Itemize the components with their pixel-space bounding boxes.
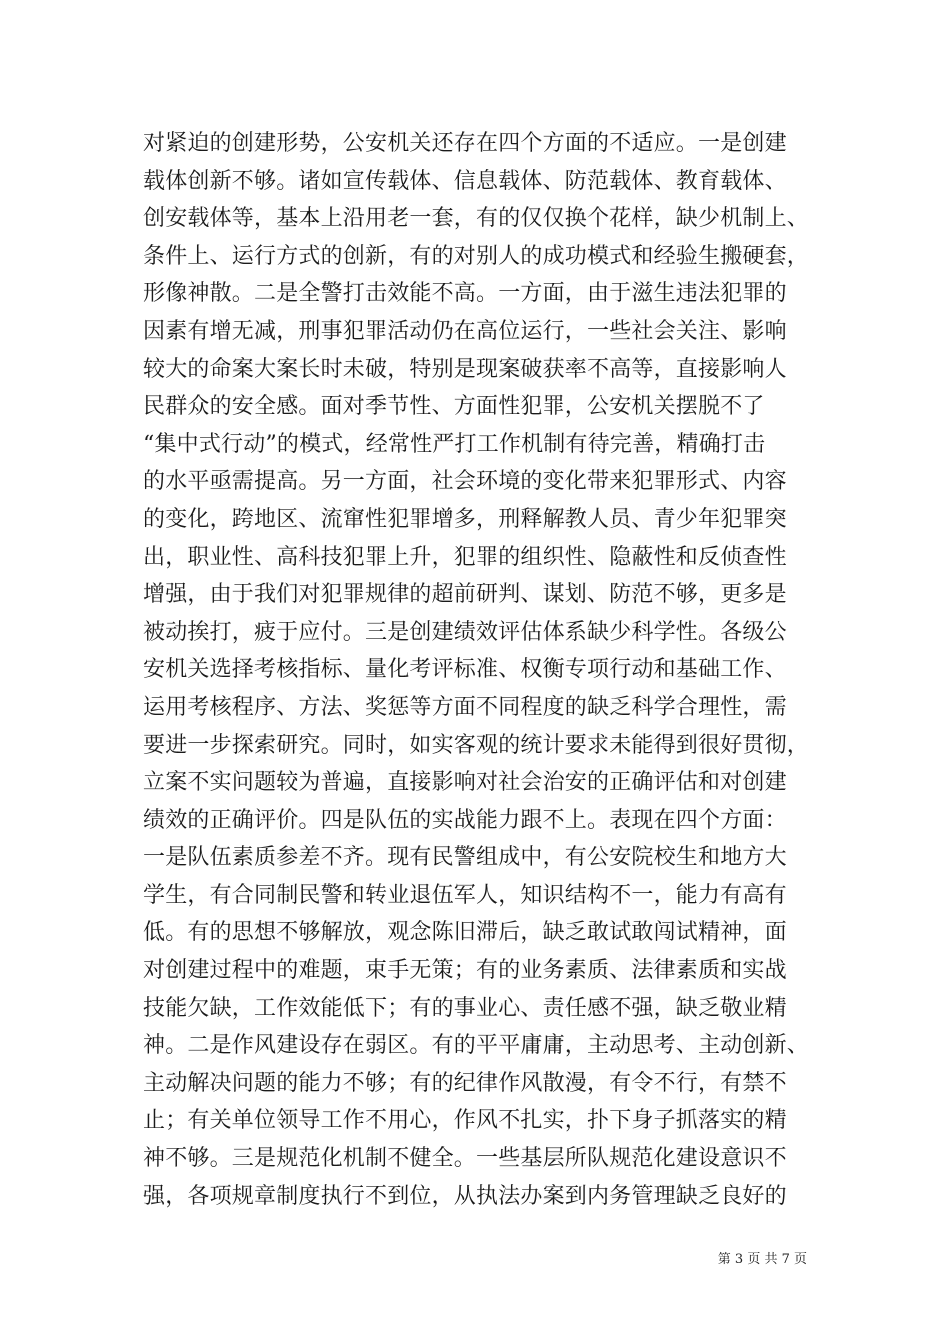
text-line: 强，各项规章制度执行不到位，从执法办案到内务管理缺乏良好的 <box>143 1183 787 1209</box>
text-line: 增强，由于我们对犯罪规律的超前研判、谋划、防范不够，更多是 <box>143 582 787 608</box>
text-line: 要进一步探索研究。同时，如实客观的统计要求未能得到很好贯彻， <box>143 732 810 758</box>
text-line: 止；有关单位领导工作不用心，作风不扎实，扑下身子抓落实的精 <box>143 1108 787 1134</box>
text-line: 的变化，跨地区、流窜性犯罪增多，刑释解教人员、青少年犯罪突 <box>143 506 787 532</box>
text-line: 神。二是作风建设存在弱区。有的平平庸庸，主动思考、主动创新、 <box>143 1033 810 1059</box>
text-line: 学生，有合同制民警和转业退伍军人，知识结构不一，能力有高有 <box>143 882 787 908</box>
text-line: 低。有的思想不够解放，观念陈旧滞后，缺乏敢试敢闯试精神，面 <box>143 920 787 946</box>
text-line: 对创建过程中的难题，束手无策；有的业务素质、法律素质和实战 <box>143 958 787 984</box>
text-line: 被动挨打，疲于应付。三是创建绩效评估体系缺少科学性。各级公 <box>143 619 787 645</box>
text-line: 神不够。三是规范化机制不健全。一些基层所队规范化建设意识不 <box>143 1146 787 1172</box>
text-line: 的水平亟需提高。另一方面，社会环境的变化带来犯罪形式、内容 <box>143 469 787 495</box>
text-line: 民群众的安全感。面对季节性、方面性犯罪，公安机关摆脱不了 <box>143 394 765 420</box>
document-body <box>143 125 808 1215</box>
text-line: 绩效的正确评价。四是队伍的实战能力跟不上。表现在四个方面： <box>143 807 787 833</box>
text-line: 立案不实问题较为普遍，直接影响对社会治安的正确评估和对创建 <box>143 770 787 796</box>
text-line: 形像神散。二是全警打击效能不高。一方面，由于滋生违法犯罪的 <box>143 281 787 307</box>
text-line: 安机关选择考核指标、量化考评标准、权衡专项行动和基础工作、 <box>143 657 787 683</box>
text-line: 一是队伍素质参差不齐。现有民警组成中，有公安院校生和地方大 <box>143 845 787 871</box>
text-line: 对紧迫的创建形势，公安机关还存在四个方面的不适应。一是创建 <box>143 131 787 156</box>
text-line: 主动解决问题的能力不够；有的纪律作风散漫，有令不行，有禁不 <box>143 1070 787 1096</box>
text-line: 条件上、运行方式的创新，有的对别人的成功模式和经验生搬硬套， <box>143 243 810 269</box>
text-line: 创安载体等，基本上沿用老一套，有的仅仅换个花样，缺少机制上、 <box>143 206 810 232</box>
text-line: 载体创新不够。诸如宣传载体、信息载体、防范载体、教育载体、 <box>143 168 787 194</box>
text-line: “集中式行动”的模式，经常性严打工作机制有待完善，精确打击 <box>143 431 766 457</box>
text-line: 因素有增无减，刑事犯罪活动仍在高位运行，一些社会关注、影响 <box>143 318 787 344</box>
page-number-footer: 第 3 页 共 7 页 <box>717 1252 807 1267</box>
text-line: 出，职业性、高科技犯罪上升，犯罪的组织性、隐蔽性和反侦查性 <box>143 544 787 570</box>
text-line: 较大的命案大案长时未破，特别是现案破获率不高等，直接影响人 <box>143 356 787 382</box>
text-line: 运用考核程序、方法、奖惩等方面不同程度的缺乏科学合理性，需 <box>143 694 787 720</box>
text-line: 技能欠缺，工作效能低下；有的事业心、责任感不强，缺乏敬业精 <box>143 995 787 1021</box>
